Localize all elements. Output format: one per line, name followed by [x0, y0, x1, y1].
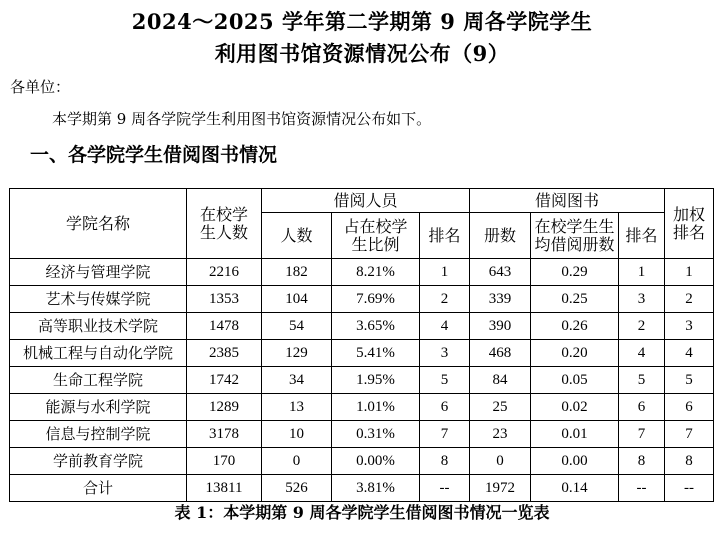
page-title-line-1: 2024～2025 学年第二学期第 9 周各学院学生 — [131, 9, 593, 34]
college-name-cell: 高等职业技术学院 — [10, 313, 187, 340]
weighted-rank-cell: 1 — [665, 259, 714, 286]
books-cell: 468 — [470, 340, 531, 367]
enrolled-cell: 1353 — [187, 286, 262, 313]
college-name-cell: 学前教育学院 — [10, 448, 187, 475]
books-cell: 339 — [470, 286, 531, 313]
borrowers-cell: 34 — [262, 367, 332, 394]
header-borrowers-group: 借阅人员 — [262, 189, 470, 213]
ratio-cell: 0.00% — [332, 448, 420, 475]
weighted-rank-cell: 4 — [665, 340, 714, 367]
college-name-cell: 生命工程学院 — [10, 367, 187, 394]
borrowers-rank-cell: 2 — [420, 286, 470, 313]
table-row — [10, 340, 714, 367]
books-rank-cell: 2 — [619, 313, 665, 340]
per-student-cell: 0.05 — [531, 367, 619, 394]
borrowing-table — [9, 188, 714, 502]
books-cell: 643 — [470, 259, 531, 286]
enrolled-cell: 2385 — [187, 340, 262, 367]
books-cell: 390 — [470, 313, 531, 340]
borrowers-rank-cell: 4 — [420, 313, 470, 340]
borrowers-rank-cell: 6 — [420, 394, 470, 421]
table-row — [10, 286, 714, 313]
ratio-cell: 1.95% — [332, 367, 420, 394]
borrowers-cell: 13 — [262, 394, 332, 421]
enrolled-cell: 2216 — [187, 259, 262, 286]
per-student-cell: 0.00 — [531, 448, 619, 475]
borrowers-rank-cell: 8 — [420, 448, 470, 475]
header-books-rank: 排名 — [619, 213, 665, 259]
total-per-student-cell: 0.14 — [531, 475, 619, 502]
enrolled-cell: 1742 — [187, 367, 262, 394]
borrowers-cell: 54 — [262, 313, 332, 340]
header-books-count: 册数 — [470, 213, 531, 259]
borrowers-rank-cell: 5 — [420, 367, 470, 394]
books-rank-cell: 1 — [619, 259, 665, 286]
header-enrolled: 在校学生人数 — [187, 189, 262, 259]
total-weighted-rank-cell: -- — [665, 475, 714, 502]
table-row — [10, 448, 714, 475]
borrowers-cell: 104 — [262, 286, 332, 313]
per-student-cell: 0.20 — [531, 340, 619, 367]
ratio-cell: 8.21% — [332, 259, 420, 286]
total-ratio-cell: 3.81% — [332, 475, 420, 502]
books-rank-cell: 8 — [619, 448, 665, 475]
borrowers-cell: 0 — [262, 448, 332, 475]
borrowers-rank-cell: 3 — [420, 340, 470, 367]
total-label-cell: 合计 — [10, 475, 187, 502]
borrowers-rank-cell: 1 — [420, 259, 470, 286]
books-rank-cell: 7 — [619, 421, 665, 448]
enrolled-cell: 1289 — [187, 394, 262, 421]
weighted-rank-cell: 7 — [665, 421, 714, 448]
ratio-cell: 1.01% — [332, 394, 420, 421]
table-caption: 表 1：本学期第 9 周各学院学生借阅图书情况一览表 — [174, 503, 550, 522]
books-cell: 23 — [470, 421, 531, 448]
total-enrolled-cell: 13811 — [187, 475, 262, 502]
borrowers-cell: 129 — [262, 340, 332, 367]
section-heading: 一、各学院学生借阅图书情况 — [30, 144, 278, 166]
table-row — [10, 394, 714, 421]
per-student-cell: 0.25 — [531, 286, 619, 313]
weighted-rank-cell: 2 — [665, 286, 714, 313]
ratio-cell: 3.65% — [332, 313, 420, 340]
ratio-cell: 7.69% — [332, 286, 420, 313]
books-rank-cell: 5 — [619, 367, 665, 394]
enrolled-cell: 1478 — [187, 313, 262, 340]
table-row — [10, 367, 714, 394]
greeting: 各单位： — [10, 78, 71, 96]
ratio-cell: 0.31% — [332, 421, 420, 448]
borrowers-cell: 10 — [262, 421, 332, 448]
per-student-cell: 0.01 — [531, 421, 619, 448]
weighted-rank-cell: 6 — [665, 394, 714, 421]
books-rank-cell: 3 — [619, 286, 665, 313]
header-weighted-rank: 加权排名 — [665, 189, 714, 259]
borrowers-cell: 182 — [262, 259, 332, 286]
books-rank-cell: 6 — [619, 394, 665, 421]
enrolled-cell: 3178 — [187, 421, 262, 448]
header-borrowers-count: 人数 — [262, 213, 332, 259]
header-college: 学院名称 — [10, 189, 187, 259]
per-student-cell: 0.02 — [531, 394, 619, 421]
books-rank-cell: 4 — [619, 340, 665, 367]
weighted-rank-cell: 8 — [665, 448, 714, 475]
header-books-per-student: 在校学生生均借阅册数 — [531, 213, 619, 259]
total-books-rank-cell: -- — [619, 475, 665, 502]
header-books-group: 借阅图书 — [470, 189, 665, 213]
weighted-rank-cell: 3 — [665, 313, 714, 340]
college-name-cell: 机械工程与自动化学院 — [10, 340, 187, 367]
page-title-line-2: 利用图书馆资源情况公布（9） — [214, 41, 510, 66]
borrowers-rank-cell: 7 — [420, 421, 470, 448]
enrolled-cell: 170 — [187, 448, 262, 475]
college-name-cell: 能源与水利学院 — [10, 394, 187, 421]
intro-paragraph: 本学期第 9 周各学院学生利用图书馆资源情况公布如下。 — [52, 110, 432, 128]
college-name-cell: 艺术与传媒学院 — [10, 286, 187, 313]
header-borrowers-ratio: 占在校学生比例 — [332, 213, 420, 259]
table-row — [10, 259, 714, 286]
table-row — [10, 313, 714, 340]
books-cell: 84 — [470, 367, 531, 394]
per-student-cell: 0.29 — [531, 259, 619, 286]
college-name-cell: 信息与控制学院 — [10, 421, 187, 448]
ratio-cell: 5.41% — [332, 340, 420, 367]
weighted-rank-cell: 5 — [665, 367, 714, 394]
total-borrowers-cell: 526 — [262, 475, 332, 502]
books-cell: 25 — [470, 394, 531, 421]
table-row — [10, 421, 714, 448]
header-borrowers-rank: 排名 — [420, 213, 470, 259]
total-borrowers-rank-cell: -- — [420, 475, 470, 502]
per-student-cell: 0.26 — [531, 313, 619, 340]
total-books-cell: 1972 — [470, 475, 531, 502]
books-cell: 0 — [470, 448, 531, 475]
college-name-cell: 经济与管理学院 — [10, 259, 187, 286]
total-row — [10, 475, 714, 502]
